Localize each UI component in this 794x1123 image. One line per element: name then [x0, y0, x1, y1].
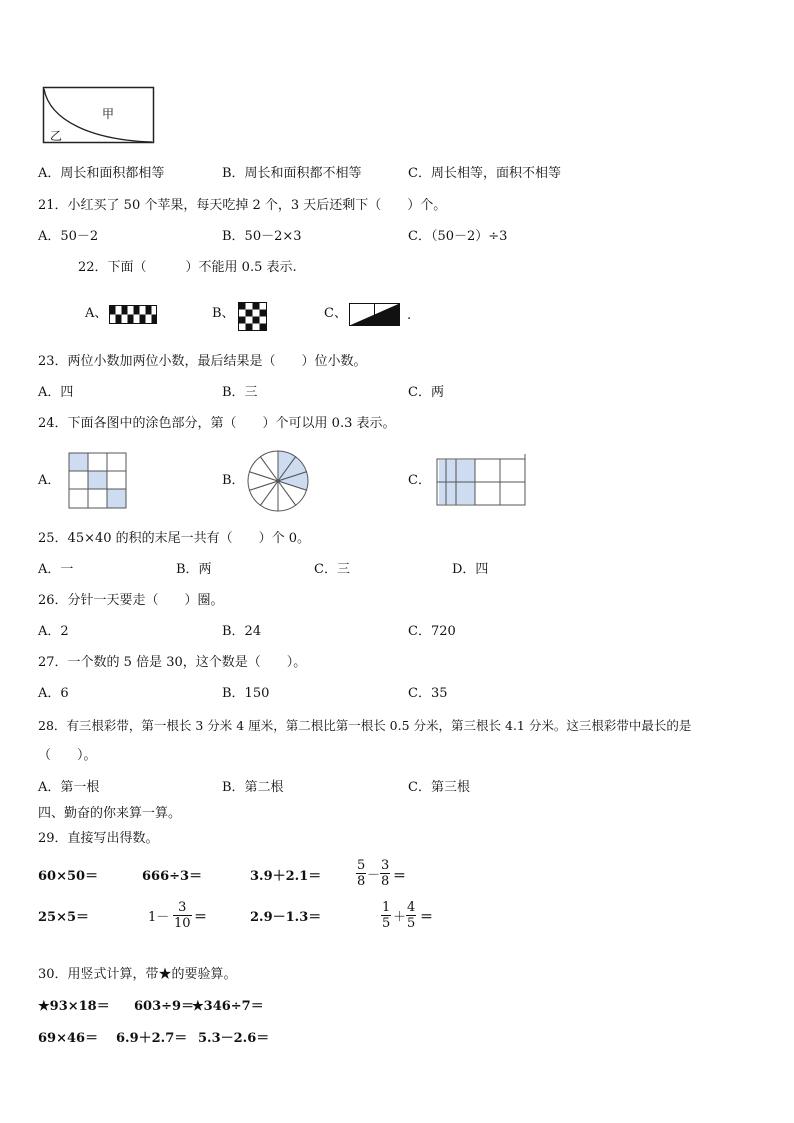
q30-stem: 30．用竖式计算，带★的要验算。	[38, 967, 237, 982]
q29-frac-3-8	[380, 858, 390, 889]
q29-item-2: 666÷3＝	[142, 869, 203, 884]
q22-option-a-label[interactable]: A、	[85, 306, 108, 321]
q27-stem: 27．一个数的 5 倍是 30，这个数是（ ）。	[38, 655, 307, 670]
q22-checker-square-b	[238, 302, 268, 332]
q28-stem-line2: （ ）。	[38, 748, 97, 763]
q28-stem-line1: 28．有三根彩带，第一根长 3 分米 4 厘米，第二根比第一根长 0.5 分米，第三根长 4.1 分米。这三根彩带中最长的是	[38, 718, 692, 733]
q22-stem: 22．下面（ ）不能用 0.5 表示.	[78, 260, 297, 275]
q30-item-1: ★93×18＝	[38, 999, 110, 1014]
q30-item-2: 603÷9＝	[134, 999, 195, 1014]
q26-option-b[interactable]: B．24	[222, 624, 262, 639]
numerator: 5	[357, 858, 366, 873]
denominator: 8	[357, 874, 366, 889]
q22-diagonal-rect-c	[349, 303, 401, 327]
label-jia: 甲	[102, 107, 115, 121]
q29-frac-eq-1: ＝	[393, 869, 407, 884]
q25-option-d[interactable]: D．四	[452, 562, 489, 577]
q24-strip-c	[436, 454, 528, 508]
q29-frac2-lead: 1－	[148, 910, 170, 925]
q26-option-c[interactable]: C．720	[408, 624, 456, 639]
numerator: 3	[178, 900, 187, 915]
q24-option-a-label[interactable]: A．	[38, 473, 61, 488]
q26-stem: 26．分针一天要走（ ）圈。	[38, 593, 224, 608]
q25-option-b[interactable]: B．两	[176, 562, 212, 577]
q26-option-a[interactable]: A．2	[38, 624, 69, 639]
q29-frac-eq-3: ＝	[420, 910, 434, 925]
q27-option-a[interactable]: A．6	[38, 686, 69, 701]
numerator: 1	[382, 900, 391, 915]
denominator: 10	[174, 916, 191, 931]
q23-option-b[interactable]: B．三	[222, 385, 258, 400]
q28-option-c[interactable]: C．第三根	[408, 780, 470, 795]
q21-option-c[interactable]: C．（50－2）÷3	[408, 229, 508, 244]
denominator: 5	[407, 916, 416, 931]
q29-frac-eq-2: ＝	[194, 910, 208, 925]
q24-stem: 24．下面各图中的涂色部分，第（ ）个可以用 0.3 表示。	[38, 416, 396, 431]
q24-grid-a	[68, 452, 128, 510]
q21-option-a[interactable]: A．50－2	[38, 229, 99, 244]
q22-option-c-label[interactable]: C、	[324, 306, 347, 321]
q21-option-b[interactable]: B．50－2×3	[222, 229, 302, 244]
q30-item-4: 69×46＝	[38, 1031, 99, 1046]
q30-item-5: 6.9＋2.7＝	[116, 1031, 188, 1046]
q24-circle-b	[246, 449, 310, 513]
q29-item-4: 25×5＝	[38, 910, 90, 925]
q30-item-3: ★346÷7＝	[192, 999, 264, 1014]
q29-frac-3-10	[173, 900, 192, 931]
q23-option-a[interactable]: A．四	[38, 385, 74, 400]
q30-item-6: 5.3－2.6＝	[198, 1031, 270, 1046]
q20-option-a[interactable]: A．周长和面积都相等	[38, 166, 165, 181]
q23-stem: 23．两位小数加两位小数，最后结果是（ ）位小数。	[38, 354, 367, 369]
section-4-title: 四、勤奋的你来算一算。	[38, 806, 182, 821]
q22-checker-strip-a	[109, 305, 159, 325]
q27-option-c[interactable]: C．35	[408, 686, 448, 701]
q28-option-b[interactable]: B．第二根	[222, 780, 284, 795]
q25-stem: 25．45×40 的积的末尾一共有（ ）个 0。	[38, 531, 311, 546]
q29-item-5: 2.9－1.3＝	[250, 910, 322, 925]
q29-frac-op-minus: －	[367, 868, 381, 883]
q22-option-b-label[interactable]: B、	[212, 306, 235, 321]
numerator: 3	[381, 858, 390, 873]
q29-frac-4-5	[406, 900, 416, 931]
denominator: 5	[382, 916, 391, 931]
q23-option-c[interactable]: C．两	[408, 385, 444, 400]
q21-stem: 21．小红买了 50 个苹果，每天吃掉 2 个，3 天后还剩下（ ）个。	[38, 198, 447, 213]
q29-item-3: 3.9＋2.1＝	[250, 869, 322, 884]
q22-tail: .	[407, 308, 412, 323]
q29-item-1: 60×50＝	[38, 869, 99, 884]
q27-option-b[interactable]: B．150	[222, 686, 270, 701]
label-yi: 乙	[50, 129, 63, 143]
q29-frac-5-8	[356, 858, 366, 889]
q24-option-b-label[interactable]: B．	[222, 473, 245, 488]
denominator: 8	[381, 874, 390, 889]
q29-stem: 29．直接写出得数。	[38, 831, 159, 846]
q20-option-c[interactable]: C．周长相等，面积不相等	[408, 166, 561, 181]
q28-option-a[interactable]: A．第一根	[38, 780, 100, 795]
q24-option-c-label[interactable]: C．	[408, 473, 431, 488]
q20-option-b[interactable]: B．周长和面积都不相等	[222, 166, 362, 181]
q25-option-a[interactable]: A．一	[38, 562, 74, 577]
q29-frac-1-5	[381, 900, 391, 931]
q29-frac-op-plus: ＋	[393, 910, 407, 925]
numerator: 4	[407, 900, 416, 915]
q25-option-c[interactable]: C．三	[314, 562, 350, 577]
